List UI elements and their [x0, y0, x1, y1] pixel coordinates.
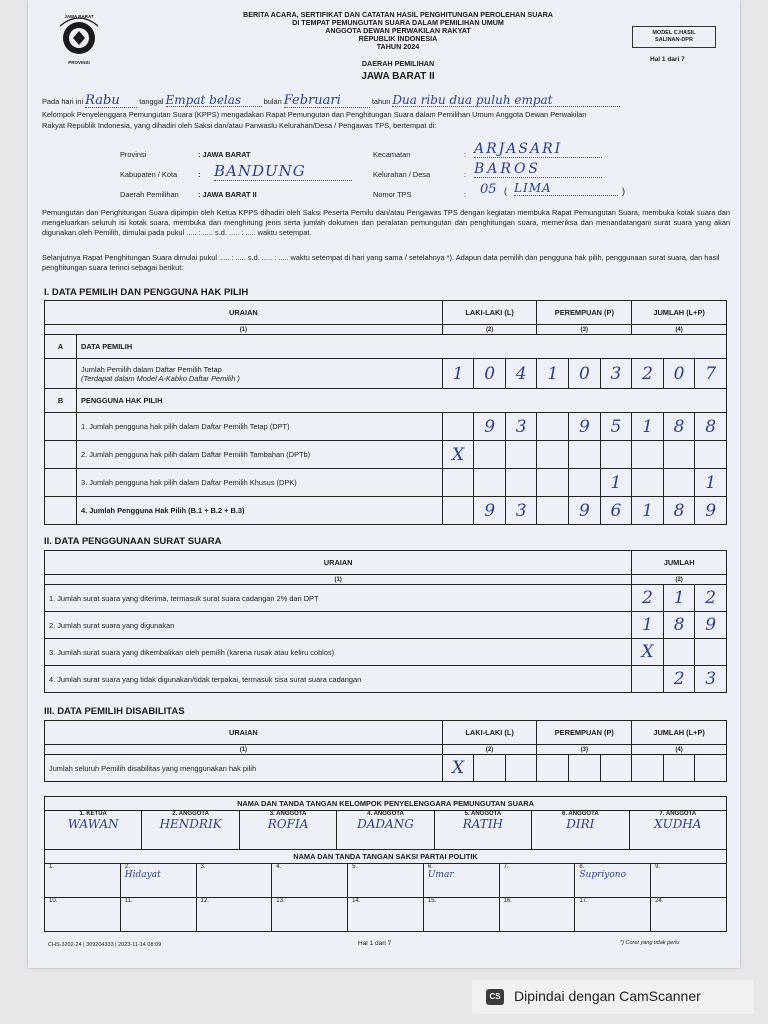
- cross-mark: X: [451, 444, 465, 465]
- dapil-label: Daerah Pemilihan: [120, 190, 179, 199]
- hari-value: Rabu: [85, 96, 137, 108]
- s1-a-p-0[interactable]: [537, 359, 569, 389]
- opening-line-1: [42, 95, 730, 108]
- digit: 1: [610, 472, 622, 493]
- tps-colon: :: [464, 190, 467, 199]
- footer-code: CHS-3202-24 | 309204333 | 2023-11-14 08:09: [48, 942, 162, 948]
- s1-b1-p-1[interactable]: [569, 413, 601, 441]
- saksi-cell-13[interactable]: [272, 898, 348, 932]
- digit: 8: [673, 416, 685, 437]
- s1-b1-l-0[interactable]: [442, 413, 474, 441]
- s1-header-p: PEREMPUAN (P): [537, 301, 632, 325]
- body-paragraph-2: Selanjutnya Rapat Penghitungan Suara dimulai pukul ..... : ..... s.d. ..... : ..... waktu setempat di hari yang sama / setelahnya *). Adapun data pemilih dan pengguna hak pilih, penggunaan surat suara, dan hasil penghitungan suara terinci sebagai berikut:: [42, 253, 720, 272]
- logo-top-text: JAWA BARAT: [64, 14, 94, 19]
- s2-r2-0[interactable]: [632, 612, 664, 639]
- model-box: [632, 26, 716, 48]
- saksi-name: Supriyono: [579, 870, 626, 880]
- s2-r1-label: 1. Jumlah surat suara yang diterima, termasuk surat suara cadangan 2% dari DPT: [45, 585, 632, 612]
- s1-a-code: A: [45, 335, 77, 359]
- saksi-label: 15.: [427, 898, 437, 904]
- kpu-logo-icon: [54, 12, 104, 66]
- s1-a-l-1[interactable]: [474, 359, 506, 389]
- s3-num-4: (4): [632, 745, 727, 755]
- s1-num-4: (4): [632, 325, 727, 335]
- saksi-cell-24[interactable]: [651, 898, 727, 932]
- kelurahan-colon: :: [464, 170, 467, 179]
- s1-b2-p-2[interactable]: [600, 441, 632, 469]
- saksi-label: 8.: [579, 864, 585, 870]
- kpps-label: 4. ANGGOTA: [367, 811, 404, 817]
- digit: 9: [578, 500, 590, 521]
- saksi-cell-17[interactable]: [575, 898, 651, 932]
- section-1-table: [44, 300, 727, 525]
- daerah-value: JAWA BARAT II: [361, 71, 435, 82]
- s1-b4-p-0[interactable]: [537, 497, 569, 525]
- kpps-label: 1. KETUA: [79, 811, 107, 817]
- digit: 7: [705, 363, 717, 384]
- kpps-cell-6[interactable]: [532, 811, 629, 849]
- s1-header-j: JUMLAH (L+P): [632, 301, 727, 325]
- saksi-label: 1.: [49, 864, 55, 870]
- s2-r4-0[interactable]: [632, 666, 664, 693]
- footer-page: Hal 1 dari 7: [358, 940, 392, 947]
- page-indicator: Hal 1 dari 7: [650, 56, 685, 63]
- s1-b3-spacer: [45, 469, 77, 497]
- saksi-label: 7.: [503, 864, 509, 870]
- saksi-cell-5[interactable]: [348, 864, 424, 898]
- s1-b2-spacer: [45, 441, 77, 469]
- tanggal-label: tanggal: [139, 97, 164, 106]
- s1-b3-j-2[interactable]: [695, 469, 727, 497]
- s1-a-row-label: [76, 359, 442, 389]
- s3-num-1: (1): [45, 745, 443, 755]
- saksi-label: 14.: [352, 898, 361, 904]
- camscanner-badge: [472, 980, 754, 1014]
- saksi-cell-1[interactable]: [45, 864, 121, 898]
- s1-a-row-line2: (Terdapat dalam Model A-Kabko Daftar Pemilih ): [80, 373, 240, 383]
- kpps-name: HENDRIK: [159, 817, 222, 831]
- s1-b2-p-0[interactable]: [537, 441, 569, 469]
- s1-b1-spacer: [45, 413, 77, 441]
- digit: 8: [673, 615, 685, 635]
- tanggal-value: Empat belas: [166, 95, 262, 107]
- s3-l-0[interactable]: [442, 755, 474, 782]
- digit: 0: [578, 363, 590, 384]
- kpps-label: 6. ANGGOTA: [561, 811, 599, 817]
- digit: 3: [515, 500, 527, 521]
- s3-j-1[interactable]: [663, 755, 695, 782]
- provinsi-value: : JAWA BARAT: [198, 150, 251, 159]
- s2-num-1: (1): [45, 575, 632, 585]
- saksi-label: 11.: [124, 898, 133, 904]
- digit: 1: [642, 615, 653, 635]
- tps-word: LIMA: [514, 181, 618, 196]
- s2-r2-2[interactable]: [695, 612, 727, 639]
- kpps-cell-4[interactable]: [337, 811, 434, 849]
- s1-a-j-2[interactable]: [695, 359, 727, 389]
- digit: 9: [705, 615, 717, 635]
- kpps-signature-flex: [45, 811, 726, 849]
- tahun-value: Dua ribu dua puluh empat: [392, 95, 620, 107]
- digit: 5: [610, 416, 622, 437]
- digit: 6: [610, 500, 622, 521]
- s1-b4-l-0[interactable]: [442, 497, 474, 525]
- saksi-label: 9.: [655, 864, 661, 870]
- s1-b4-spacer: [45, 497, 77, 525]
- s2-num-2: (2): [632, 575, 727, 585]
- saksi-label: 12.: [200, 898, 209, 904]
- footer-note: *) Coret yang tidak perlu: [620, 940, 680, 946]
- digit: 1: [642, 416, 653, 437]
- kpps-name: RATIH: [462, 817, 504, 831]
- s1-a-title: DATA PEMILIH: [76, 335, 726, 359]
- camscanner-text: Dipindai dengan CamScanner: [514, 988, 701, 1004]
- saksi-cell-10[interactable]: [45, 898, 121, 932]
- s3-j-2[interactable]: [695, 755, 727, 782]
- digit: 9: [578, 416, 590, 437]
- digit: 1: [673, 588, 685, 608]
- s2-r2-1[interactable]: [663, 612, 695, 639]
- s1-b-code: B: [45, 389, 77, 413]
- title-line-5: TAHUN 2024: [376, 42, 420, 51]
- digit: 2: [705, 588, 717, 608]
- s1-a-l-0[interactable]: [442, 359, 474, 389]
- s1-a-p-1[interactable]: [569, 359, 601, 389]
- s1-b3-j-1[interactable]: [663, 469, 695, 497]
- digit: 8: [705, 416, 717, 437]
- s3-num-3: (3): [537, 745, 632, 755]
- s1-a-j-1[interactable]: [663, 359, 695, 389]
- title-line-3: ANGGOTA DEWAN PERWAKILAN RAKYAT: [325, 26, 471, 35]
- logo-bottom-text: PROVINSI: [68, 60, 90, 65]
- s1-b1-l-1[interactable]: [474, 413, 506, 441]
- title-line-1: BERITA ACARA, SERTIFIKAT DAN CATATAN HASIL PENGHITUNGAN PEROLEHAN SUARA: [243, 10, 553, 19]
- s1-b2-j-0[interactable]: [632, 441, 664, 469]
- digit: 8: [673, 500, 685, 521]
- saksi-label: 5.: [352, 864, 358, 870]
- kpps-name: DIRI: [566, 817, 595, 831]
- saksi-cell-8[interactable]: [575, 864, 651, 898]
- provinsi-label: Provinsi: [120, 150, 147, 159]
- s1-b4-j-1[interactable]: [663, 497, 695, 525]
- kpps-name: DADANG: [357, 817, 414, 831]
- s1-b-title: PENGGUNA HAK PILIH: [76, 389, 726, 413]
- saksi-cell-11[interactable]: [120, 898, 196, 932]
- saksi-cell-7[interactable]: [499, 864, 575, 898]
- s2-r1-1[interactable]: [663, 585, 695, 612]
- saksi-label: 4.: [276, 864, 282, 870]
- digit: 3: [705, 669, 717, 689]
- saksi-name: Umar: [427, 870, 454, 880]
- s3-num-2: (2): [442, 745, 537, 755]
- digit: 4: [515, 363, 527, 384]
- s1-b2-l-0[interactable]: [442, 441, 474, 469]
- s2-r2-label: 2. Jumlah surat suara yang digunakan: [45, 612, 632, 639]
- kpps-signature-row: [45, 811, 727, 850]
- s2-r3-0[interactable]: [632, 639, 664, 666]
- digit: 1: [452, 363, 464, 384]
- s1-b1-j-0[interactable]: [632, 413, 664, 441]
- s1-b3-l-0[interactable]: [442, 469, 474, 497]
- s1-num-2: (2): [442, 325, 537, 335]
- s1-b1-label: 1. Jumlah pengguna hak pilih dalam Daftar Pemilih Tetap (DPT): [76, 413, 442, 441]
- kpps-signature-title: NAMA DAN TANDA TANGAN KELOMPOK PENYELENGGARA PEMUNGUTAN SUARA: [45, 797, 727, 811]
- section-3-table: [44, 720, 727, 782]
- kpps-cell-2[interactable]: [142, 811, 239, 849]
- opening-line-3: Rakyat Republik Indonesia, yang dihadiri oleh Saksi dan/atau Panwaslu Kelurahan/Desa / Pengawas TPS, bertempat di:: [42, 121, 437, 130]
- s2-r3-label: [45, 639, 632, 666]
- s2-header-j: JUMLAH: [632, 551, 727, 575]
- kpps-cell-3[interactable]: [240, 811, 337, 849]
- s1-b3-p-2[interactable]: [600, 469, 632, 497]
- saksi-label: 17.: [579, 898, 588, 904]
- digit: 0: [484, 363, 496, 384]
- saksi-cell-12[interactable]: [196, 898, 272, 932]
- section-2-table: [44, 550, 727, 693]
- kpps-name: WAWAN: [67, 817, 119, 831]
- s1-b2-j-1[interactable]: [663, 441, 695, 469]
- saksi-cell-3[interactable]: [196, 864, 272, 898]
- kpps-name: XUDHA: [654, 817, 702, 831]
- s1-b3-label: 3. Jumlah pengguna hak pilih dalam Daftar Pemilih Khusus (DPK): [76, 469, 442, 497]
- digit: 1: [642, 500, 653, 521]
- s1-b3-j-0[interactable]: [632, 469, 664, 497]
- saksi-signature-title: NAMA DAN TANDA TANGAN SAKSI PARTAI POLITIK: [45, 850, 727, 864]
- s1-a-row-line1: Jumlah Pemilih dalam Daftar Pemilih Tetap: [80, 364, 222, 374]
- s1-b2-label: 2. Jumlah pengguna hak pilih dalam Daftar Pemilih Tambahan (DPTb): [76, 441, 442, 469]
- body-paragraph-1: Pemungutan dan Penghitungan Suara dipimpin oleh Ketua KPPS dihadiri oleh Saksi Peserta Pemilu dan/atau Pengawas TPS dengan kegiatan membuka Rapat Pemungutan Suara, membuka kotak suara dan mengeluarkan seluruh isi kotak suara, membuka dan menghitung jenis serta jumlah dokumen dan peralatan pemungutan dan penghitungan suara, memeriksa dan menandatangani surat suara yang akan digunakan oleh Pemilih, dimulai pada pukul ..... : ..... s.d. ..... : ..... waktu setempat.: [42, 208, 730, 237]
- section-1-title: I. DATA PEMILIH DAN PENGGUNA HAK PILIH: [44, 287, 249, 298]
- s1-b1-j-1[interactable]: [663, 413, 695, 441]
- cross-mark: X: [641, 642, 654, 662]
- bulan-label: bulan: [263, 97, 282, 106]
- s1-b1-j-2[interactable]: [695, 413, 727, 441]
- s3-header-j: JUMLAH (L+P): [632, 721, 727, 745]
- s2-r4-1[interactable]: [663, 666, 695, 693]
- s2-r3-text: 3. Jumlah surat suara yang dikembalikan oleh pemilih (karena rusak atau keliru coblos): [49, 647, 335, 657]
- tps-paren-close: ): [622, 186, 625, 196]
- s1-b2-j-2[interactable]: [695, 441, 727, 469]
- signature-table: [44, 796, 727, 932]
- saksi-name: Hidayat: [124, 870, 161, 880]
- saksi-cell-6[interactable]: [423, 864, 499, 898]
- kelurahan-label: Kelurahan / Desa: [373, 170, 431, 179]
- saksi-label: 13.: [276, 898, 285, 904]
- saksi-label: 6.: [427, 864, 433, 870]
- form-sheet: [28, 0, 740, 968]
- kpps-label: 7. ANGGOTA: [659, 811, 697, 817]
- saksi-cell-14[interactable]: [348, 898, 424, 932]
- saksi-cell-2[interactable]: [120, 864, 196, 898]
- kabupaten-label: Kabupaten / Kota: [120, 170, 178, 179]
- s1-b4-p-1[interactable]: [569, 497, 601, 525]
- kecamatan-label: Kecamatan: [373, 150, 411, 159]
- saksi-label: 3.: [200, 864, 206, 870]
- s3-l-1[interactable]: [474, 755, 506, 782]
- digit: 3: [610, 363, 622, 384]
- saksi-cell-15[interactable]: [423, 898, 499, 932]
- s3-l-2[interactable]: [505, 755, 537, 782]
- digit: 2: [673, 669, 685, 689]
- title-line-2: DI TEMPAT PEMUNGUTAN SUARA DALAM PEMILIHAN UMUM: [292, 18, 504, 27]
- s3-header-l: LAKI-LAKI (L): [442, 721, 537, 745]
- s1-b3-l-1[interactable]: [474, 469, 506, 497]
- tahun-label: tahun: [371, 97, 391, 106]
- digit: 2: [642, 363, 653, 384]
- s3-p-0[interactable]: [537, 755, 569, 782]
- camscanner-logo-icon: CS: [486, 989, 504, 1005]
- s3-p-2[interactable]: [600, 755, 632, 782]
- s1-b4-l-1[interactable]: [474, 497, 506, 525]
- daerah-label: DAERAH PEMILIHAN: [361, 59, 435, 68]
- kpps-cell-7[interactable]: [630, 811, 726, 849]
- s1-b2-l-1[interactable]: [474, 441, 506, 469]
- s1-b4-l-2[interactable]: [505, 497, 537, 525]
- digit: 3: [515, 416, 527, 437]
- s1-b1-p-2[interactable]: [600, 413, 632, 441]
- tps-label: Nomor TPS: [373, 190, 412, 199]
- hari-label: Pada hari ini: [42, 97, 84, 106]
- section-3-title: III. DATA PEMILIH DISABILITAS: [44, 706, 185, 717]
- model-line-2: SALINAN-DPR: [655, 37, 693, 43]
- section-2-title: II. DATA PENGGUNAAN SURAT SUARA: [44, 536, 222, 547]
- s1-b4-p-2[interactable]: [600, 497, 632, 525]
- s1-b3-p-0[interactable]: [537, 469, 569, 497]
- s3-header-uraian: URAIAN: [45, 721, 443, 745]
- s1-b4-j-0[interactable]: [632, 497, 664, 525]
- s2-r4-label: 4. Jumlah surat suara yang tidak digunakan/tidak terpakai, termasuk sisa surat suara cadangan: [45, 666, 632, 693]
- s1-a-spacer: [45, 359, 77, 389]
- kpps-label: 3. ANGGOTA: [269, 811, 307, 817]
- s1-a-l-2[interactable]: [505, 359, 537, 389]
- s2-r3-2[interactable]: [695, 639, 727, 666]
- s1-num-3: (3): [537, 325, 632, 335]
- s3-header-p: PEREMPUAN (P): [537, 721, 632, 745]
- s2-r1-2[interactable]: [695, 585, 727, 612]
- s3-j-0[interactable]: [632, 755, 664, 782]
- kpps-label: 2. ANGGOTA: [172, 811, 209, 817]
- digit: 9: [484, 416, 496, 437]
- s1-b4-j-2[interactable]: [695, 497, 727, 525]
- digit: 0: [673, 363, 685, 384]
- cross-mark: X: [451, 758, 465, 778]
- s1-a-p-2[interactable]: [600, 359, 632, 389]
- s1-b1-l-2[interactable]: [505, 413, 537, 441]
- s1-b3-l-2[interactable]: [505, 469, 537, 497]
- s2-r4-2[interactable]: [695, 666, 727, 693]
- digit: 1: [547, 363, 559, 384]
- s1-b3-p-1[interactable]: [569, 469, 601, 497]
- bulan-value: Februari: [284, 96, 370, 108]
- saksi-cell-9[interactable]: [651, 864, 727, 898]
- kabupaten-value: BANDUNG: [214, 162, 352, 181]
- kpps-label: 5. ANGGOTA: [464, 811, 502, 817]
- s1-b4-label: 4. Jumlah Pengguna Hak Pilih (B.1 + B.2 + B.3): [76, 497, 442, 525]
- kecamatan-colon: :: [464, 150, 467, 159]
- s1-a-j-0[interactable]: [632, 359, 664, 389]
- s1-header-uraian: URAIAN: [45, 301, 443, 325]
- kelurahan-value: BAROS: [474, 161, 602, 178]
- s1-header-l: LAKI-LAKI (L): [442, 301, 537, 325]
- saksi-cell-16[interactable]: [499, 898, 575, 932]
- kpps-cell-5[interactable]: [435, 811, 532, 849]
- s2-header-uraian: URAIAN: [45, 551, 632, 575]
- s1-b2-l-2[interactable]: [505, 441, 537, 469]
- dapil-value: : JAWA BARAT II: [198, 190, 257, 199]
- saksi-cell-4[interactable]: [272, 864, 348, 898]
- model-line-1: MODEL C.HASIL: [652, 30, 696, 36]
- saksi-label: 10.: [49, 898, 58, 904]
- digit: 9: [705, 500, 717, 521]
- saksi-label: 2.: [124, 864, 130, 870]
- s2-r1-0[interactable]: [632, 585, 664, 612]
- kabupaten-colon: :: [198, 170, 201, 179]
- digit: 1: [705, 472, 717, 493]
- saksi-label: 24.: [655, 898, 664, 904]
- s1-num-1: (1): [45, 325, 443, 335]
- tps-number: 05: [480, 182, 497, 197]
- digit: 9: [484, 500, 496, 521]
- s1-b1-p-0[interactable]: [537, 413, 569, 441]
- s2-r3-1[interactable]: [663, 639, 695, 666]
- s3-p-1[interactable]: [569, 755, 601, 782]
- tps-paren: (: [504, 186, 507, 196]
- s3-row-label: Jumlah seluruh Pemilih disabilitas yang menggunakan hak pilih: [45, 755, 443, 782]
- title-line-4: REPUBLIK INDONESIA: [358, 34, 438, 43]
- digit: 2: [642, 588, 653, 608]
- kecamatan-value: ARJASARI: [474, 141, 602, 158]
- s1-b2-p-1[interactable]: [569, 441, 601, 469]
- saksi-label: 16.: [503, 898, 512, 904]
- kpps-name: ROFIA: [267, 817, 309, 831]
- kpps-cell-1[interactable]: [45, 811, 142, 849]
- opening-line-2: Kelompok Penyelenggara Pemungutan Suara (KPPS) mengadakan Rapat Pemungutan dan Penghitungan Suara dalam Pemilihan Umum Anggota Dewan Perwakilan: [42, 110, 587, 119]
